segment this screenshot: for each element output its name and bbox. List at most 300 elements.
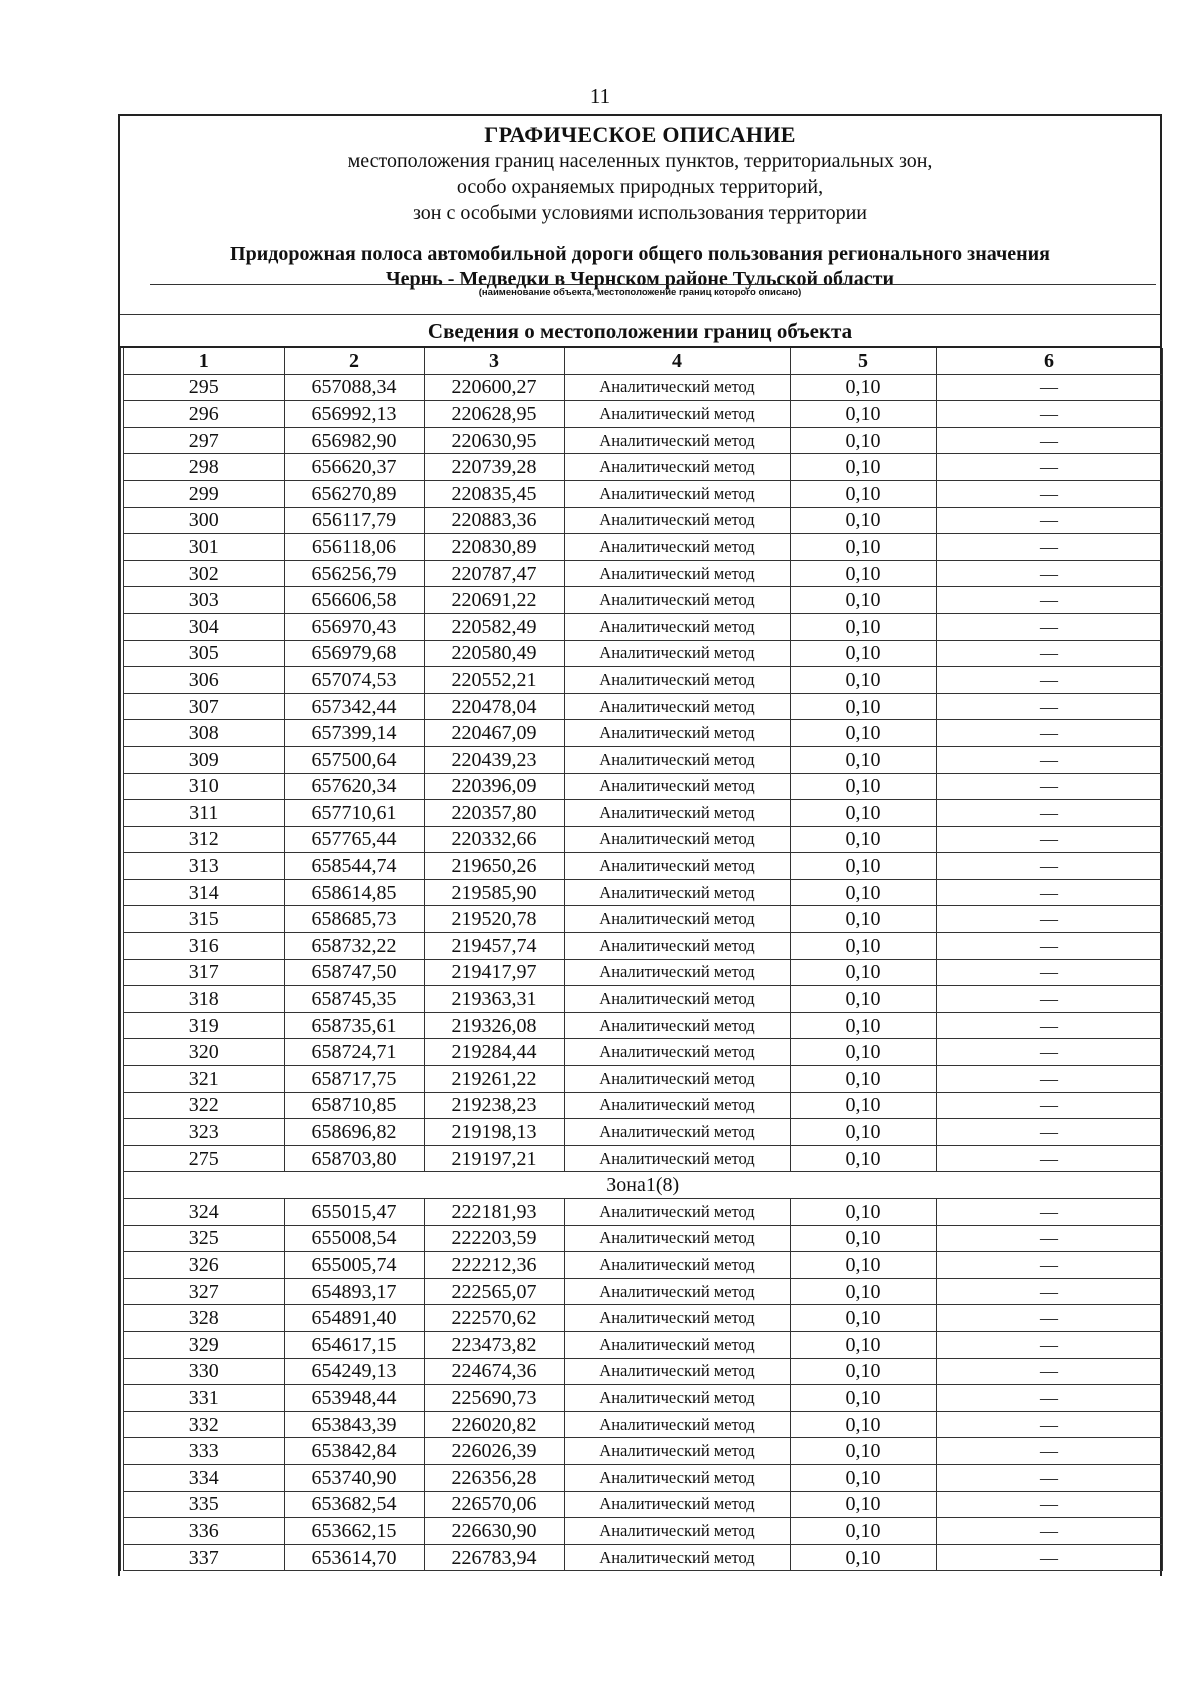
point-number-cell: 334 — [122, 1464, 284, 1491]
description-cell: — — [936, 1518, 1162, 1545]
y-coordinate-cell: 226570,06 — [424, 1491, 564, 1518]
table-row — [122, 693, 1162, 720]
x-coordinate-cell: 658710,85 — [284, 1092, 424, 1119]
x-coordinate-cell: 653843,39 — [284, 1411, 424, 1438]
point-number-cell: 297 — [122, 427, 284, 454]
description-cell: — — [936, 746, 1162, 773]
y-coordinate-cell: 226026,39 — [424, 1438, 564, 1465]
section-title: Сведения о местоположении границ объекта — [427, 319, 853, 343]
method-cell: Аналитический метод — [564, 933, 790, 960]
method-cell: Аналитический метод — [564, 1305, 790, 1332]
precision-cell: 0,10 — [790, 480, 936, 507]
table-row — [122, 613, 1162, 640]
description-cell: — — [936, 1544, 1162, 1571]
table-header-row — [122, 348, 1162, 374]
precision-cell: 0,10 — [790, 613, 936, 640]
x-coordinate-cell: 658685,73 — [284, 906, 424, 933]
description-cell: — — [936, 1039, 1162, 1066]
y-coordinate-cell: 219585,90 — [424, 879, 564, 906]
precision-cell: 0,10 — [790, 1491, 936, 1518]
y-coordinate-cell: 226630,90 — [424, 1518, 564, 1545]
y-coordinate-cell: 222570,62 — [424, 1305, 564, 1332]
y-coordinate-cell: 219238,23 — [424, 1092, 564, 1119]
point-number-cell: 336 — [122, 1518, 284, 1545]
point-number-cell: 323 — [122, 1119, 284, 1146]
precision-cell: 0,10 — [790, 640, 936, 667]
description-cell: — — [936, 480, 1162, 507]
precision-cell: 0,10 — [790, 1039, 936, 1066]
point-number-cell: 332 — [122, 1411, 284, 1438]
y-coordinate-cell: 225690,73 — [424, 1385, 564, 1412]
x-coordinate-cell: 654617,15 — [284, 1331, 424, 1358]
precision-cell: 0,10 — [790, 746, 936, 773]
x-coordinate-cell: 653842,84 — [284, 1438, 424, 1465]
description-cell: — — [936, 1491, 1162, 1518]
description-cell: — — [936, 933, 1162, 960]
description-cell: — — [936, 667, 1162, 694]
method-cell: Аналитический метод — [564, 826, 790, 853]
description-cell: — — [936, 986, 1162, 1013]
precision-cell: 0,10 — [790, 959, 936, 986]
x-coordinate-cell: 658732,22 — [284, 933, 424, 960]
table-row — [122, 986, 1162, 1013]
x-coordinate-cell: 657342,44 — [284, 693, 424, 720]
table-row — [122, 1464, 1162, 1491]
method-cell: Аналитический метод — [564, 800, 790, 827]
x-coordinate-cell: 656117,79 — [284, 507, 424, 534]
precision-cell: 0,10 — [790, 1119, 936, 1146]
precision-cell: 0,10 — [790, 853, 936, 880]
method-cell: Аналитический метод — [564, 667, 790, 694]
x-coordinate-cell: 656992,13 — [284, 401, 424, 428]
point-number-cell: 330 — [122, 1358, 284, 1385]
point-number-cell: 335 — [122, 1491, 284, 1518]
y-coordinate-cell: 220600,27 — [424, 374, 564, 401]
description-cell: — — [936, 534, 1162, 561]
description-cell: — — [936, 1411, 1162, 1438]
y-coordinate-cell: 219197,21 — [424, 1145, 564, 1172]
column-header: 2 — [284, 348, 424, 374]
description-cell: — — [936, 401, 1162, 428]
point-number-cell: 337 — [122, 1544, 284, 1571]
table-row — [122, 800, 1162, 827]
y-coordinate-cell: 220628,95 — [424, 401, 564, 428]
method-cell: Аналитический метод — [564, 1039, 790, 1066]
method-cell: Аналитический метод — [564, 507, 790, 534]
table-row — [122, 1039, 1162, 1066]
method-cell: Аналитический метод — [564, 746, 790, 773]
method-cell: Аналитический метод — [564, 1145, 790, 1172]
table-row — [122, 667, 1162, 694]
precision-cell: 0,10 — [790, 454, 936, 481]
table-row — [122, 560, 1162, 587]
description-cell: — — [936, 1252, 1162, 1279]
table-body — [122, 374, 1162, 1571]
method-cell: Аналитический метод — [564, 560, 790, 587]
precision-cell: 0,10 — [790, 1411, 936, 1438]
x-coordinate-cell: 656970,43 — [284, 613, 424, 640]
point-number-cell: 324 — [122, 1199, 284, 1226]
description-cell: — — [936, 853, 1162, 880]
point-number-cell: 307 — [122, 693, 284, 720]
y-coordinate-cell: 222203,59 — [424, 1225, 564, 1252]
point-number-cell: 326 — [122, 1252, 284, 1279]
precision-cell: 0,10 — [790, 773, 936, 800]
y-coordinate-cell: 220787,47 — [424, 560, 564, 587]
y-coordinate-cell: 220478,04 — [424, 693, 564, 720]
method-cell: Аналитический метод — [564, 401, 790, 428]
table-row — [122, 480, 1162, 507]
description-cell: — — [936, 640, 1162, 667]
table-row — [122, 1092, 1162, 1119]
precision-cell: 0,10 — [790, 1331, 936, 1358]
point-number-cell: 312 — [122, 826, 284, 853]
y-coordinate-cell: 226020,82 — [424, 1411, 564, 1438]
table-row — [122, 1491, 1162, 1518]
method-cell: Аналитический метод — [564, 879, 790, 906]
precision-cell: 0,10 — [790, 667, 936, 694]
precision-cell: 0,10 — [790, 720, 936, 747]
subtitle-line: зон с особыми условиями использования территории — [412, 202, 868, 224]
y-coordinate-cell: 220439,23 — [424, 746, 564, 773]
point-number-cell: 328 — [122, 1305, 284, 1332]
method-cell: Аналитический метод — [564, 1331, 790, 1358]
description-cell: — — [936, 693, 1162, 720]
document-title: ГРАФИЧЕСКОЕ ОПИСАНИЕ — [484, 122, 796, 147]
description-cell: — — [936, 587, 1162, 614]
method-cell: Аналитический метод — [564, 959, 790, 986]
y-coordinate-cell: 219198,13 — [424, 1119, 564, 1146]
x-coordinate-cell: 654891,40 — [284, 1305, 424, 1332]
precision-cell: 0,10 — [790, 1225, 936, 1252]
point-number-cell: 302 — [122, 560, 284, 587]
point-number-cell: 327 — [122, 1278, 284, 1305]
precision-cell: 0,10 — [790, 1012, 936, 1039]
precision-cell: 0,10 — [790, 1278, 936, 1305]
y-coordinate-cell: 222212,36 — [424, 1252, 564, 1279]
table-row — [122, 1199, 1162, 1226]
column-header: 1 — [122, 348, 284, 374]
divider — [120, 314, 1160, 315]
x-coordinate-cell: 658544,74 — [284, 853, 424, 880]
y-coordinate-cell: 223473,82 — [424, 1331, 564, 1358]
y-coordinate-cell: 220582,49 — [424, 613, 564, 640]
x-coordinate-cell: 658747,50 — [284, 959, 424, 986]
precision-cell: 0,10 — [790, 587, 936, 614]
object-name-underline — [150, 284, 1156, 285]
point-number-cell: 315 — [122, 906, 284, 933]
y-coordinate-cell: 224674,36 — [424, 1358, 564, 1385]
precision-cell: 0,10 — [790, 1358, 936, 1385]
x-coordinate-cell: 656270,89 — [284, 480, 424, 507]
x-coordinate-cell: 656256,79 — [284, 560, 424, 587]
y-coordinate-cell: 220835,45 — [424, 480, 564, 507]
column-header: 5 — [790, 348, 936, 374]
x-coordinate-cell: 658696,82 — [284, 1119, 424, 1146]
method-cell: Аналитический метод — [564, 986, 790, 1013]
precision-cell: 0,10 — [790, 1544, 936, 1571]
method-cell: Аналитический метод — [564, 1491, 790, 1518]
precision-cell: 0,10 — [790, 534, 936, 561]
description-cell: — — [936, 374, 1162, 401]
description-cell: — — [936, 507, 1162, 534]
x-coordinate-cell: 653614,70 — [284, 1544, 424, 1571]
precision-cell: 0,10 — [790, 560, 936, 587]
table-row — [122, 1119, 1162, 1146]
point-number-cell: 311 — [122, 800, 284, 827]
method-cell: Аналитический метод — [564, 1225, 790, 1252]
point-number-cell: 321 — [122, 1066, 284, 1093]
x-coordinate-cell: 655015,47 — [284, 1199, 424, 1226]
description-cell: — — [936, 773, 1162, 800]
x-coordinate-cell: 654249,13 — [284, 1358, 424, 1385]
x-coordinate-cell: 653740,90 — [284, 1464, 424, 1491]
method-cell: Аналитический метод — [564, 454, 790, 481]
description-cell: — — [936, 1012, 1162, 1039]
y-coordinate-cell: 219284,44 — [424, 1039, 564, 1066]
table-row — [122, 401, 1162, 428]
table-row — [122, 1252, 1162, 1279]
table-row — [122, 1385, 1162, 1412]
table-row — [122, 1012, 1162, 1039]
point-number-cell: 331 — [122, 1385, 284, 1412]
coordinates-table — [120, 348, 1163, 1571]
method-cell: Аналитический метод — [564, 1464, 790, 1491]
x-coordinate-cell: 653948,44 — [284, 1385, 424, 1412]
x-coordinate-cell: 658724,71 — [284, 1039, 424, 1066]
method-cell: Аналитический метод — [564, 374, 790, 401]
method-cell: Аналитический метод — [564, 427, 790, 454]
table-row — [122, 959, 1162, 986]
zone-label: Зона1(8) — [122, 1172, 1162, 1199]
point-number-cell: 306 — [122, 667, 284, 694]
table-row — [122, 1411, 1162, 1438]
table-row — [122, 640, 1162, 667]
table-row — [122, 1358, 1162, 1385]
y-coordinate-cell: 219520,78 — [424, 906, 564, 933]
precision-cell: 0,10 — [790, 1464, 936, 1491]
x-coordinate-cell: 656620,37 — [284, 454, 424, 481]
object-name-line: Чернь - Медведки в Чернском районе Тульской области — [385, 268, 895, 290]
point-number-cell: 310 — [122, 773, 284, 800]
table-row — [122, 1305, 1162, 1332]
point-number-cell: 309 — [122, 746, 284, 773]
precision-cell: 0,10 — [790, 1199, 936, 1226]
precision-cell: 0,10 — [790, 1145, 936, 1172]
zone-row — [122, 1172, 1162, 1199]
y-coordinate-cell: 226783,94 — [424, 1544, 564, 1571]
precision-cell: 0,10 — [790, 693, 936, 720]
y-coordinate-cell: 220630,95 — [424, 427, 564, 454]
table-row — [122, 1544, 1162, 1571]
point-number-cell: 308 — [122, 720, 284, 747]
y-coordinate-cell: 219457,74 — [424, 933, 564, 960]
column-header: 4 — [564, 348, 790, 374]
x-coordinate-cell: 656982,90 — [284, 427, 424, 454]
description-cell: — — [936, 454, 1162, 481]
method-cell: Аналитический метод — [564, 853, 790, 880]
precision-cell: 0,10 — [790, 1518, 936, 1545]
description-cell: — — [936, 560, 1162, 587]
y-coordinate-cell: 220883,36 — [424, 507, 564, 534]
description-cell: — — [936, 1438, 1162, 1465]
method-cell: Аналитический метод — [564, 1518, 790, 1545]
point-number-cell: 304 — [122, 613, 284, 640]
y-coordinate-cell: 220357,80 — [424, 800, 564, 827]
description-cell: — — [936, 613, 1162, 640]
table-row — [122, 906, 1162, 933]
precision-cell: 0,10 — [790, 986, 936, 1013]
precision-cell: 0,10 — [790, 374, 936, 401]
x-coordinate-cell: 658614,85 — [284, 879, 424, 906]
table-row — [122, 454, 1162, 481]
point-number-cell: 318 — [122, 986, 284, 1013]
column-header: 6 — [936, 348, 1162, 374]
subtitle-line: особо охраняемых природных территорий, — [456, 176, 824, 198]
description-cell: — — [936, 1119, 1162, 1146]
table-row — [122, 746, 1162, 773]
x-coordinate-cell: 655008,54 — [284, 1225, 424, 1252]
table-row — [122, 1278, 1162, 1305]
method-cell: Аналитический метод — [564, 1199, 790, 1226]
y-coordinate-cell: 220691,22 — [424, 587, 564, 614]
method-cell: Аналитический метод — [564, 1358, 790, 1385]
x-coordinate-cell: 658717,75 — [284, 1066, 424, 1093]
subtitle-line: местоположения границ населенных пунктов, территориальных зон, — [347, 150, 933, 172]
table-row — [122, 534, 1162, 561]
x-coordinate-cell: 658745,35 — [284, 986, 424, 1013]
x-coordinate-cell: 658703,80 — [284, 1145, 424, 1172]
table-row — [122, 853, 1162, 880]
precision-cell: 0,10 — [790, 1252, 936, 1279]
x-coordinate-cell: 657074,53 — [284, 667, 424, 694]
method-cell: Аналитический метод — [564, 693, 790, 720]
point-number-cell: 301 — [122, 534, 284, 561]
method-cell: Аналитический метод — [564, 1066, 790, 1093]
table-row — [122, 507, 1162, 534]
y-coordinate-cell: 220580,49 — [424, 640, 564, 667]
method-cell: Аналитический метод — [564, 587, 790, 614]
description-cell: — — [936, 427, 1162, 454]
column-header: 3 — [424, 348, 564, 374]
x-coordinate-cell: 658735,61 — [284, 1012, 424, 1039]
precision-cell: 0,10 — [790, 1305, 936, 1332]
y-coordinate-cell: 222565,07 — [424, 1278, 564, 1305]
precision-cell: 0,10 — [790, 800, 936, 827]
y-coordinate-cell: 220739,28 — [424, 454, 564, 481]
y-coordinate-cell: 220396,09 — [424, 773, 564, 800]
method-cell: Аналитический метод — [564, 480, 790, 507]
description-cell: — — [936, 959, 1162, 986]
x-coordinate-cell: 653662,15 — [284, 1518, 424, 1545]
precision-cell: 0,10 — [790, 401, 936, 428]
method-cell: Аналитический метод — [564, 640, 790, 667]
point-number-cell: 296 — [122, 401, 284, 428]
point-number-cell: 317 — [122, 959, 284, 986]
x-coordinate-cell: 657620,34 — [284, 773, 424, 800]
description-cell: — — [936, 1145, 1162, 1172]
table-row — [122, 933, 1162, 960]
description-cell: — — [936, 1278, 1162, 1305]
x-coordinate-cell: 657710,61 — [284, 800, 424, 827]
precision-cell: 0,10 — [790, 1438, 936, 1465]
description-cell: — — [936, 1199, 1162, 1226]
description-cell: — — [936, 800, 1162, 827]
method-cell: Аналитический метод — [564, 1385, 790, 1412]
y-coordinate-cell: 226356,28 — [424, 1464, 564, 1491]
description-cell: — — [936, 1331, 1162, 1358]
point-number-cell: 320 — [122, 1039, 284, 1066]
x-coordinate-cell: 654893,17 — [284, 1278, 424, 1305]
y-coordinate-cell: 219417,97 — [424, 959, 564, 986]
x-coordinate-cell: 656118,06 — [284, 534, 424, 561]
table-row — [122, 826, 1162, 853]
method-cell: Аналитический метод — [564, 1438, 790, 1465]
y-coordinate-cell: 219363,31 — [424, 986, 564, 1013]
table-row — [122, 1066, 1162, 1093]
x-coordinate-cell: 657399,14 — [284, 720, 424, 747]
y-coordinate-cell: 220830,89 — [424, 534, 564, 561]
point-number-cell: 298 — [122, 454, 284, 481]
method-cell: Аналитический метод — [564, 906, 790, 933]
description-cell: — — [936, 1305, 1162, 1332]
description-cell: — — [936, 1225, 1162, 1252]
table-row — [122, 374, 1162, 401]
y-coordinate-cell: 222181,93 — [424, 1199, 564, 1226]
point-number-cell: 329 — [122, 1331, 284, 1358]
table-row — [122, 587, 1162, 614]
table-row — [122, 1145, 1162, 1172]
point-number-cell: 333 — [122, 1438, 284, 1465]
precision-cell: 0,10 — [790, 933, 936, 960]
point-number-cell: 316 — [122, 933, 284, 960]
object-caption: (наименование объекта, местоположение границ которого описано) — [478, 287, 802, 298]
description-cell: — — [936, 826, 1162, 853]
point-number-cell: 299 — [122, 480, 284, 507]
method-cell: Аналитический метод — [564, 534, 790, 561]
point-number-cell: 305 — [122, 640, 284, 667]
precision-cell: 0,10 — [790, 906, 936, 933]
precision-cell: 0,10 — [790, 1385, 936, 1412]
document-header — [120, 116, 1160, 292]
x-coordinate-cell: 656606,58 — [284, 587, 424, 614]
method-cell: Аналитический метод — [564, 1012, 790, 1039]
method-cell: Аналитический метод — [564, 773, 790, 800]
description-cell: — — [936, 1385, 1162, 1412]
y-coordinate-cell: 219326,08 — [424, 1012, 564, 1039]
x-coordinate-cell: 656979,68 — [284, 640, 424, 667]
method-cell: Аналитический метод — [564, 1252, 790, 1279]
page-number: 11 — [589, 84, 611, 108]
x-coordinate-cell: 657765,44 — [284, 826, 424, 853]
y-coordinate-cell: 220332,66 — [424, 826, 564, 853]
point-number-cell: 295 — [122, 374, 284, 401]
description-cell: — — [936, 1092, 1162, 1119]
x-coordinate-cell: 655005,74 — [284, 1252, 424, 1279]
x-coordinate-cell: 657500,64 — [284, 746, 424, 773]
point-number-cell: 275 — [122, 1145, 284, 1172]
description-cell: — — [936, 1464, 1162, 1491]
table-row — [122, 879, 1162, 906]
table-row — [122, 773, 1162, 800]
precision-cell: 0,10 — [790, 879, 936, 906]
document-frame — [118, 114, 1162, 1576]
table-row — [122, 1438, 1162, 1465]
method-cell: Аналитический метод — [564, 613, 790, 640]
point-number-cell: 303 — [122, 587, 284, 614]
method-cell: Аналитический метод — [564, 1544, 790, 1571]
y-coordinate-cell: 220467,09 — [424, 720, 564, 747]
